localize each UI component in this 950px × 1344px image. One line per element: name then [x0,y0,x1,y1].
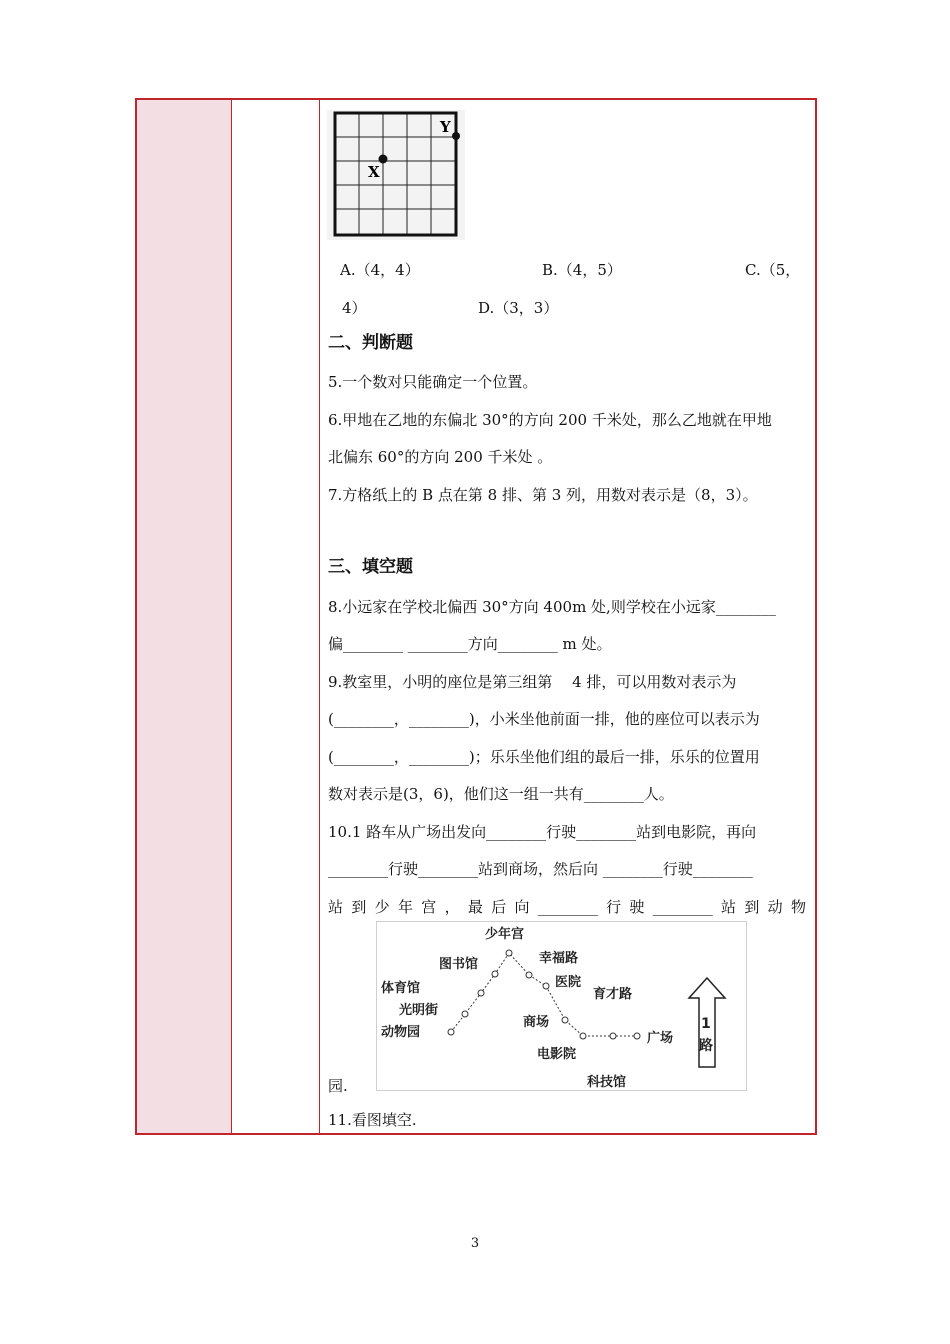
route-lu-label: 路 [699,1038,713,1054]
station-guangchang: 广场 [647,1031,674,1046]
question-9-line4: 数对表示是(3，6)，他们这一组一共有________人。 [328,785,674,803]
question-10-word: 最 [467,898,483,916]
option-c: C.（5， [745,261,801,279]
page-number: 3 [470,1236,480,1251]
left-column [137,100,232,1133]
point-x-marker [379,155,388,164]
station-dongwuyuan: 动物园 [381,1025,421,1040]
question-10-word: 站 [328,898,344,916]
question-5: 5.一个数对只能确定一个位置。 [328,373,538,391]
question-9-line2: (________，________)，小米坐他前面一排，他的座位可以表示为 [328,710,760,728]
station-xingfulu: 幸福路 [539,951,579,966]
bus-route-map [376,921,747,1091]
coordinate-grid-figure [327,110,465,240]
question-10-word: 到 [351,898,367,916]
question-9-line1: 9.教室里，小明的座位是第三组第 4 排，可以用数对表示为 [328,673,737,691]
question-9-line3: (________，________)；乐乐坐他们组的最后一排，乐乐的位置用 [328,748,760,766]
question-10-line1: 10.1 路车从广场出发向________行驶________站到电影院，再向 [328,823,757,841]
question-10-line3 [328,897,806,917]
question-10-word: ________ [537,898,598,916]
station-shangchang: 商场 [523,1015,550,1030]
station-tushuguan: 图书馆 [439,957,479,972]
question-10-word: 宫 [421,898,437,916]
section3-heading: 三、填空题 [328,557,413,577]
question-6-line2: 北偏东 60°的方向 200 千米处 。 [328,448,553,466]
question-10-word: 后 [491,898,507,916]
question-10-word: 动 [767,898,783,916]
question-10-end: 园. [328,1077,348,1095]
question-10-word: 站 [721,898,737,916]
question-6-line1: 6.甲地在乙地的东偏北 30°的方向 200 千米处，那么乙地就在甲地 [328,411,772,429]
question-10-word: 驶 [629,898,645,916]
point-y-label: Y [440,118,451,136]
question-11: 11.看图填空. [328,1111,417,1129]
station-guangmingjie: 光明街 [399,1003,439,1018]
station-shaoniangong: 少年宫 [485,927,525,942]
route-number-label: 1 [701,1016,711,1032]
question-10-word: 年 [397,898,413,916]
option-b: B.（4，5） [542,261,622,279]
point-y-marker [452,132,460,140]
option-d: D.（3，3） [478,299,559,317]
station-yiyuan: 医院 [555,975,582,990]
question-8-line1: 8.小远家在学校北偏西 30°方向 400m 处,则学校在小远家________ [328,598,776,616]
station-yucailu: 育才路 [593,987,633,1002]
station-tiyuguan: 体育馆 [381,981,421,996]
grid-svg [327,110,465,240]
question-7: 7.方格纸上的 B 点在第 8 排、第 3 列，用数对表示是（8，3）。 [328,486,758,504]
question-10-word: 行 [606,898,622,916]
option-c-continued: 4） [342,299,367,317]
question-10-word: 物 [790,898,806,916]
question-10-word: ________ [652,898,713,916]
route-svg [377,922,748,1092]
question-8-line2: 偏________ ________方向________ m 处。 [328,635,612,653]
question-10-word: 向 [514,898,530,916]
point-x-label: X [368,163,380,181]
section2-heading: 二、判断题 [328,333,413,353]
middle-column [232,100,320,1133]
question-10-word: 少 [374,898,390,916]
station-dianyingyuan: 电影院 [537,1047,577,1062]
option-a: A.（4，4） [340,261,420,279]
station-kejiguan: 科技馆 [587,1075,627,1090]
question-10-line2: ________行驶________站到商场，然后向 ________行驶________ [328,860,753,878]
question-10-word: ， [444,898,460,916]
question-10-word: 到 [744,898,760,916]
